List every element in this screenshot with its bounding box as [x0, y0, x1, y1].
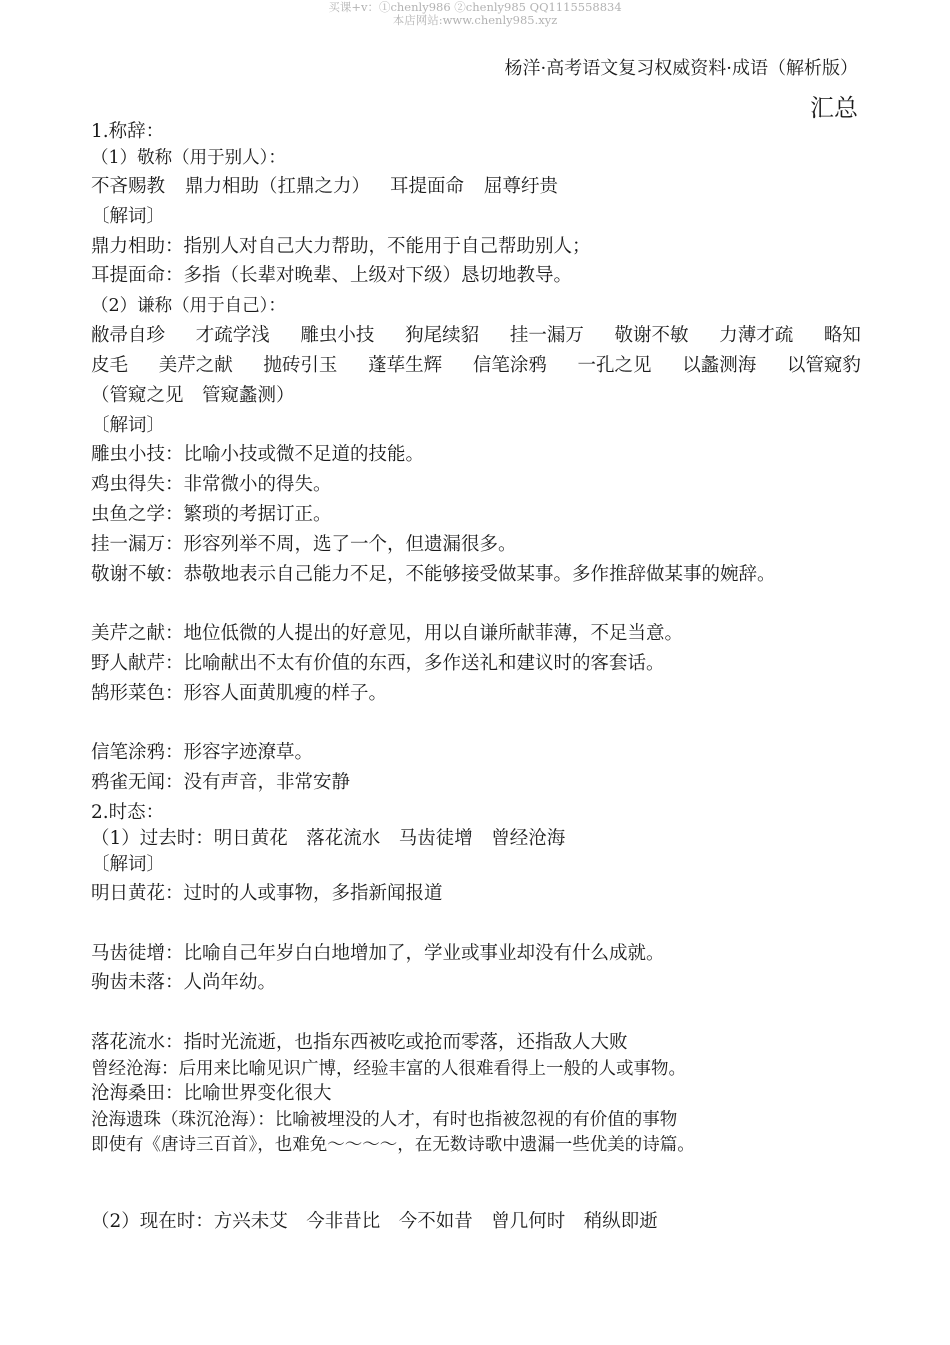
document-subtitle: 杨洋·高考语文复习权威资料·成语（解析版） — [504, 58, 858, 79]
idiom: 信笔涂鸦 — [472, 355, 547, 376]
definition: 野人献芹：比喻献出不太有价值的东西，多作送礼和建议时的客套话。 — [91, 653, 665, 674]
definition: 虫鱼之学：繁琐的考据订正。 — [91, 504, 332, 525]
idiom: 耳提面命 — [390, 176, 465, 197]
idiom: 力薄才疏 — [719, 325, 794, 346]
humble-idioms-row: （管窥之见 管窥蠡测） — [91, 385, 295, 406]
idiom: 鼎力相助（扛鼎之力） — [185, 176, 371, 197]
idiom: 雕虫小技 — [300, 325, 375, 346]
idiom: 美芹之献 — [158, 355, 233, 376]
idiom: 蓬荜生辉 — [368, 355, 443, 376]
definition: 沧海遗珠（珠沉沧海）：比喻被埋没的人才，有时也指被忽视的有价值的事物 — [91, 1110, 678, 1130]
definition: 美芹之献：地位低微的人提出的好意见，用以自谦所献菲薄，不足当意。 — [91, 623, 684, 644]
example-sentence: 即使有《唐诗三百首》，也难免～～～～，在无数诗歌中遗漏一些优美的诗篇。 — [91, 1135, 695, 1155]
definition: 耳提面命：多指（长辈对晚辈、上级对下级）恳切地教导。 — [91, 265, 573, 286]
glossary-label: 〔解词〕 — [91, 415, 166, 436]
definition: 落花流水：指时光流逝，也指东西被吃或抢而零落，还指敌人大败 — [91, 1032, 628, 1053]
idiom: 才疏学浅 — [195, 325, 270, 346]
definition: 鼎力相助：指别人对自己大力帮助，不能用于自己帮助别人； — [91, 236, 591, 257]
definition: 挂一漏万：形容列举不周，选了一个，但遗漏很多。 — [91, 534, 517, 555]
idiom: 敝帚自珍 — [91, 325, 166, 346]
definition: 沧海桑田：比喻世界变化很大 — [91, 1083, 332, 1104]
document-title: 汇总 — [810, 94, 858, 122]
idiom: 略知 — [823, 325, 861, 346]
humble-idioms-row — [91, 324, 861, 348]
section-2-2-line: （2）现在时：方兴未艾 今非昔比 今不如昔 曾几何时 稍纵即逝 — [91, 1211, 658, 1232]
section-2-1-line: （1）过去时：明日黄花 落花流水 马齿徒增 曾经沧海 — [91, 828, 566, 849]
idiom: 不吝赐教 — [91, 176, 166, 197]
definition: 曾经沧海：后用来比喻见识广博，经验丰富的人很难看得上一般的人或事物。 — [91, 1059, 686, 1079]
definition: 鸡虫得失：非常微小的得失。 — [91, 474, 332, 495]
glossary-label: 〔解词〕 — [91, 854, 166, 875]
idiom: 狗尾续貂 — [405, 325, 480, 346]
section-1-1-heading: （1）敬称（用于别人）： — [91, 148, 286, 168]
glossary-label: 〔解词〕 — [91, 206, 166, 227]
idiom: 屈尊纡贵 — [484, 176, 559, 197]
definition: 信笔涂鸦：形容字迹潦草。 — [91, 742, 314, 763]
idiom: 一孔之见 — [577, 355, 652, 376]
definition: 雕虫小技：比喻小技或微不足道的技能。 — [91, 444, 425, 465]
definition: 马齿徒增：比喻自己年岁白白地增加了，学业或事业却没有什么成就。 — [91, 943, 665, 964]
watermark-line-2: 本店网站:www.chenly985.xyz — [392, 13, 558, 27]
definition: 鸦雀无闻：没有声音，非常安静 — [91, 772, 351, 793]
idiom: 挂一漏万 — [509, 325, 584, 346]
section-1-heading: 1.称辞： — [91, 121, 165, 142]
definition: 驹齿未落：人尚年幼。 — [91, 972, 277, 993]
definition: 敬谢不敏：恭敬地表示自己能力不足，不能够接受做某事。多作推辞做某事的婉辞。 — [91, 564, 776, 585]
definition: 鹄形菜色：形容人面黄肌瘦的样子。 — [91, 683, 388, 704]
honorific-idioms-list — [91, 175, 558, 199]
idiom: 敬谢不敏 — [614, 325, 689, 346]
idiom: 以蠡测海 — [682, 355, 757, 376]
section-2-heading: 2.时态： — [91, 802, 165, 823]
idiom: 抛砖引玉 — [263, 355, 338, 376]
watermark-line-1: 买课+v：①chenly986 ②chenly985 QQ1115558834 — [328, 0, 622, 14]
idiom: 皮毛 — [91, 355, 129, 376]
humble-idioms-row — [91, 354, 861, 378]
section-1-2-heading: （2）谦称（用于自己）： — [91, 296, 286, 316]
idiom: 以管窥豹 — [786, 355, 861, 376]
definition: 明日黄花：过时的人或事物，多指新闻报道 — [91, 883, 443, 904]
